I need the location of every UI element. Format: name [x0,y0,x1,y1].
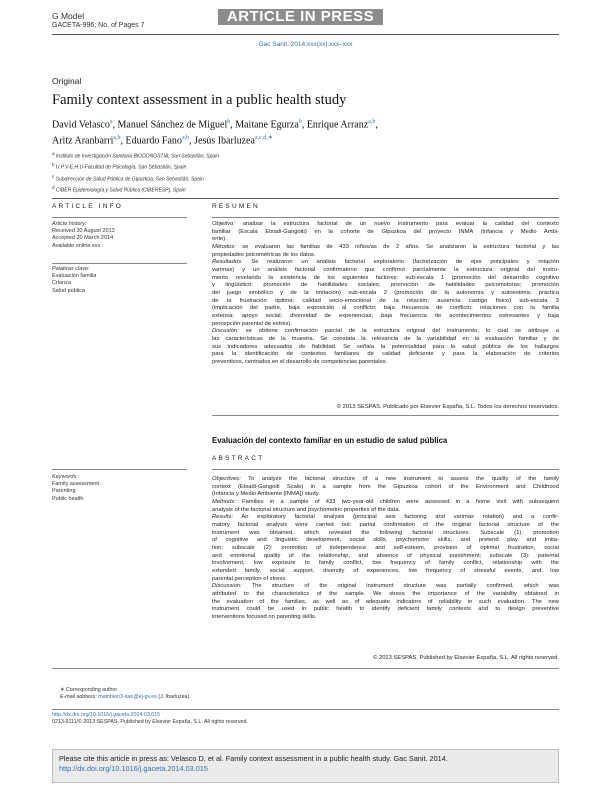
article-title: Family context assessment in a public health study [52,92,347,108]
journal-code: GACETA-996; [52,22,97,29]
article-in-press-banner: ARTICLE IN PRESS [218,9,383,25]
header-divider [52,34,559,35]
paragraph-text: preventivos, centrados en el desarrollo de competencias parentales. [212,358,388,365]
author-affil-marker[interactable]: a,b [113,134,121,141]
history-rule [52,263,187,264]
paragraph-text: parental perception of stress. [212,575,287,582]
text-line [212,298,559,306]
paragraph-text: se obtiene confirmación parcial de la estructura original del instrumento, lo cual se atribuye a [245,328,559,335]
gmodel-label: G Model [52,11,85,21]
author-affil-marker[interactable]: a,b [368,119,376,125]
text-line [212,336,559,344]
cite-text: Please cite this article in press as: Velasco D, et al. Family context assessment in a public health study. Gac Sanit. 2014. [59,754,448,763]
article-history [52,221,187,250]
affiliation-item [52,150,219,161]
keywords-en-label: Keywords: [52,474,78,480]
affiliation-item [52,161,219,172]
text-line [212,221,559,229]
footnote-rule [52,709,559,710]
paragraph-text: se evaluaron las familias de 433 niños/as de 2 años. Se analizaron la estructura factorial y las [242,243,559,250]
author-name: Enrique Arranz [306,119,369,131]
paragraph-label: Resultados: [212,259,243,266]
text-line [212,259,559,267]
accepted-date: Accepted 20 March 2014 [52,235,114,242]
author-line-2: Aritz Aranbarri$^{a,b}$, Eduardo Fano$^{a,b}$, Jesús Ibarluzea$^{a,c,d,∗}$ [52,134,273,147]
paragraph-text: instrument could be used in public health to identify deficient family contexts and to design preventive [212,606,559,613]
author-name: Eduardo Fano [125,135,182,147]
online-date: Available online xxx [52,242,101,249]
paragraph-label: Discusión: [212,328,239,335]
text-line [212,606,559,614]
text-line [212,351,559,359]
author-affil-marker[interactable]: a,b [181,134,190,141]
paragraph-text: las características de la muestra. Se constata la relevancia de la variabilidad en la evaluación familiar y de [212,335,559,342]
text-line [212,229,559,237]
affiliation-text: Instituto de Investigación Sanitaria BIODONOSTIA, San Sebastián, Spain [54,153,220,160]
author-affil-marker[interactable]: a,c,d,∗ [254,134,273,141]
author-line-1: David Velasco$^a$, Manuel Sánchez de Miguel$^b$, Maitane Egurza$^b$, Enrique Arranz$^{a,b}$, [52,119,378,131]
article-info-rule [52,217,187,218]
author-name: David Velasco [52,119,110,131]
paragraph-text: Se realizaron un análisis factorial exploratorio (factorización de ejes principales y rotación [251,259,559,266]
paragraph-text: Families in a sample of 433 two-year-old children were assessed in a home visit with subsequent [242,498,559,505]
text-line [212,583,559,591]
resumen-rule [212,217,559,218]
paragraph-text: familiar (Escala Etxadi-Gangoiti) en la cohorte de Gipuzkoa del proyecto INMA (Infancia y Medio Ambi- [212,228,559,235]
cite-box [52,749,559,783]
text-line [212,491,559,499]
text-line [212,545,559,553]
paragraph-text: del juego simbólico y de la imitación) sub-escala 2 (promoción de la autonomía y autoestima; práctica [212,289,559,296]
paragraph-text: para la identificación de contextos familiares de calidad deficiente y para la elaboración de criterios [212,351,559,358]
text-line [212,344,559,352]
resumen-bottom-rule [212,415,559,416]
text-line [212,599,559,607]
paragraph-text: ente). [212,236,227,243]
text-line [212,328,559,336]
email-suffix: (J. Ibarluzea). [158,694,191,701]
author-affil-marker[interactable]: a [109,119,113,125]
paragraph-text: analysis of the factorial structure and psychometric properties of the data. [212,506,401,513]
keyword-item: Parenting [52,488,76,495]
text-line [212,499,559,507]
abstract-rule [212,469,559,470]
paragraph-text: percepción parental de estrés). [212,320,292,327]
email-label: E-mail address: [60,694,97,701]
keyword-item: Crianza [52,280,71,287]
paragraph-text: y lingüístico; promoción de habilidades sociales; promoción de habilidades psicomotoras; promoción [212,282,559,289]
history-label: Article history: [52,221,87,227]
corresponding-author: ∗ Corresponding author. [60,687,119,693]
resumen-copyright: © 2013 SESPAS. Publicado por Elsevier España, S.L. Todos los derechos reservados. [336,404,559,410]
author-name: Maitane Egurza [235,119,299,131]
paragraph-text: extensa; apoyo social; diversidad de experiencias; baja frecuencia de acontecimientos estresantes y baja [212,312,559,319]
text-line [212,282,559,290]
text-line [212,537,559,545]
paragraph-text: propiedades psicométricas de los datos. [212,251,316,258]
abstract-bottom-rule [52,668,559,669]
paragraph-text: varimax) y un análisis factorial confirmatorio que confirmó parcialmente la estructura original del instru- [212,266,559,273]
abstract-copyright: © 2013 SESPAS. Published by Elsevier España, S.L. All rights reserved. [373,655,559,661]
page-count: No. of Pages 7 [98,22,145,29]
text-line [212,305,559,313]
text-line [212,244,559,252]
paragraph-label: Results: [212,514,233,521]
affiliation-text: Subdirección de Salud Pública de Gipuzkoa, San Sebastián, Spain [54,176,204,183]
text-line [212,591,559,599]
text-line [212,359,559,367]
paragraph-text: attributed to the characteristics of the sample. We stress the importance of the variability obtained in [212,590,559,597]
affiliation-marker: d [52,184,55,190]
issn-line: 0213-9111/© 2013 SESPAS. Published by Elsevier España, S.L. All rights reserved. [52,719,248,726]
paragraph-text: context (Etxadi-Gangoiti Scale) in a sample from the Gipuzkoa cohort of the Environment and Childhood [212,483,559,490]
text-line [212,476,559,484]
text-line [212,560,559,568]
cite-doi-link[interactable]: http://dx.doi.org/10.1016/j.gaceta.2014.03.015 [59,764,208,773]
paragraph-text: The structure of the original instrument structure was partially confirmed, which was [251,583,559,590]
email-link[interactable]: mambien3-san@ej-gv.es [98,694,157,701]
affiliation-item [52,184,219,195]
text-line [212,553,559,561]
title-divider [52,198,559,199]
paragraph-text: extended family, social support, diversity of experiences, low frequency of stressful events, and low [212,567,559,574]
paragraph-label: Methods: [212,498,236,505]
paragraph-label: Discussion: [212,583,242,590]
received-date: Received 30 August 2013 [52,228,115,235]
paragraph-text: (implicación del padre, baja exposición al conflicto; baja frecuencia de conflicto; relaciones con la familia [212,305,559,312]
keywords-es-label: Palabras clave: [52,266,90,272]
paragraph-text: analizar la estructura factorial de un nuevo instrumento para evaluar la calidad del contexto [242,221,559,227]
keywords-en [52,474,187,503]
text-line [212,568,559,576]
paragraph-text: tion; subscale (2): promotion of independence and self-esteem, provision of optimal frustration, social [212,544,559,551]
paragraph-text: interventions focused on parenting skills. [212,613,317,620]
affiliation-marker: c [52,173,55,179]
article-info-heading: ARTICLE INFO [52,203,124,210]
author-name: Manuel Sánchez de Miguel [117,119,228,131]
affiliation-text: U.P.V-E.H.U-Facultad de Psicología, San Sebastián, Spain [54,164,187,171]
article-type: Original [52,76,82,86]
author-affil-marker[interactable]: b [227,119,231,125]
text-line [212,614,559,622]
doi-block [52,712,559,727]
resumen-heading: RESUMEN [212,203,260,210]
text-line [212,313,559,321]
paragraph-text: mento revelando la existencia de los siguientes factores: sub-escala 1 (promoción del desarrollo cognitivo [212,274,559,281]
abstract-heading: ABSTRACT [212,455,265,462]
author-affil-marker[interactable]: b [298,119,302,125]
doi-link[interactable]: http://dx.doi.org/10.1016/j.gaceta.2014.03.015 [52,712,161,718]
affiliation-marker: a [52,151,55,156]
paragraph-text: sus indicadores adecuados de fiabilidad. Se señala la potencialidad para la salud pública de los hallazgos [212,343,559,350]
author-list [52,116,492,148]
affiliations [52,150,219,195]
keywords-rule [52,469,187,470]
keyword-item: Public health [52,495,84,502]
paragraph-text: matory factorial analysis were carried out; partial confirmation of the original factorial structure of the [212,521,559,528]
journal-citation-link[interactable]: Gac Sanit. 2014;xxx(xx):xxx–xxx [258,41,353,48]
text-line [212,507,559,515]
spanish-title: Evaluación del contexto familiar en un estudio de salud pública [212,436,448,445]
text-line [212,321,559,329]
keywords-es [52,266,187,295]
affiliation-text: CIBER Epidemiología y Salud Pública (CIBERESP), Spain [54,187,186,194]
affiliation-marker: b [52,162,55,168]
text-line [212,576,559,584]
affiliation-item [52,173,219,184]
keyword-item: Family assessment [52,481,100,488]
keyword-item: Evaluación familia [52,273,97,280]
header-meta [52,12,144,30]
author-name: Jesús Ibarluzea [194,135,255,147]
text-line [212,514,559,522]
text-line [212,290,559,298]
text-line [212,484,559,492]
paragraph-text: of cognitive and linguistic development, social skills, psychomotor skills, and pretend play and imita- [212,537,559,544]
paragraph-text: involvement, low exposure to family conflict, low frequency of family conflict, relationship with the [212,560,559,567]
footnotes [60,687,540,702]
text-line [212,267,559,275]
text-line [212,530,559,538]
text-line [212,252,559,260]
paragraph-text: instrument was obtained, which revealed the following factorial structures. Subscale (1): promotion [212,529,559,536]
paragraph-label: Objectives: [212,476,241,482]
resumen-body [212,221,559,366]
email-line [60,694,540,701]
paragraph-text: and emotional quality of the relationship, and absence of physical punishment; subscale (3): paternal [212,552,559,559]
paragraph-label: Métodos: [212,243,236,250]
abstract-body [212,476,559,621]
keyword-item: Salud pública [52,287,86,294]
paragraph-text: An exploratory factorial analysis (principal axis factoring and varimax rotation) and a confir- [241,514,559,521]
author-name: Aritz Aranbarri [52,135,114,147]
text-line [212,275,559,283]
paragraph-text: To analyze the factorial structure of a new instrument to assess the quality of the family [248,476,559,482]
paragraph-label: Objetivo: [212,221,235,227]
paragraph-text: de la frustración óptima; calidad socio-emocional de la relación; ausencia castigo físico) sub-escala 3 [212,297,559,304]
text-line [212,236,559,244]
paragraph-text: (Infancia y Medio Ambiente [INMA]) study. [212,491,320,498]
paragraph-text: the evaluation of the families, as well as of adequate indicators of reliability in such evaluation. The new [212,598,559,605]
text-line [212,522,559,530]
